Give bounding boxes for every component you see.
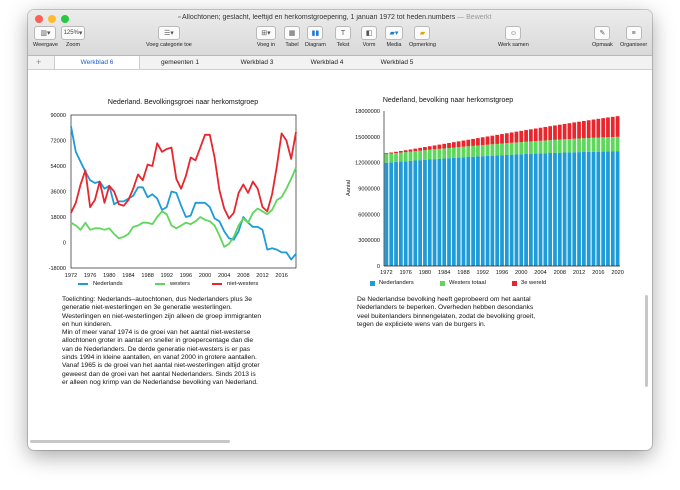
bar-3e-wereld xyxy=(568,123,572,139)
left-text-line: geweest dan de groei van het aantal Nederlanders. Sinds 2013 is xyxy=(62,370,256,378)
bar-nederlanders xyxy=(428,160,432,267)
opmaak-control[interactable] xyxy=(592,26,613,48)
left-text-line: generatie niet-westerlingen en 3e generatie westerlingen. xyxy=(62,304,232,312)
line-chart-title: Nederland. Bevolkingsgroei naar herkomstgroep xyxy=(107,99,259,106)
bar-3e-wereld xyxy=(500,134,504,143)
bar-westers-totaal xyxy=(481,145,485,156)
left-text-line: Min of meer vanaf 1974 is de groei van het aantal niet-westerse xyxy=(62,329,251,337)
bar-nederlanders xyxy=(471,157,475,266)
bar-3e-wereld xyxy=(418,148,422,151)
x-tick-label: 1996 xyxy=(179,273,193,279)
x-tick-label: 2004 xyxy=(534,270,547,276)
x-tick-label: 1980 xyxy=(103,273,116,279)
werksamen-control[interactable] xyxy=(498,26,529,48)
bar-westers-totaal xyxy=(505,143,509,155)
bar-westers-totaal xyxy=(423,150,427,160)
bar-3e-wereld xyxy=(399,151,403,153)
bar-nederlanders xyxy=(423,160,427,266)
x-tick-label: 2008 xyxy=(237,273,250,279)
bar-nederlanders xyxy=(592,152,596,266)
bar-westers-totaal xyxy=(524,142,528,154)
left-text-line: Westerlingen en niet-westerlingen zijn alleen de groep immigranten xyxy=(62,312,262,320)
media-label: Media xyxy=(386,42,402,48)
add-sheet-icon[interactable]: + xyxy=(36,57,42,67)
legend-westers-swatch xyxy=(155,283,165,285)
voegin-control[interactable] xyxy=(256,26,276,48)
y-tick-label: 90000 xyxy=(50,113,66,119)
bar-westers-totaal xyxy=(399,153,403,162)
bar-3e-wereld xyxy=(553,125,557,139)
bar-westers-totaal xyxy=(486,145,490,156)
opmaak-label: Opmaak xyxy=(592,42,613,48)
bar-nederlanders xyxy=(486,156,490,266)
bar-3e-wereld xyxy=(548,126,552,140)
bar-westers-totaal xyxy=(476,145,480,156)
bar-3e-wereld xyxy=(495,135,499,144)
zoom-label: Zoom xyxy=(65,42,81,48)
tab-werkblad-4[interactable]: Werkblad 4 xyxy=(310,59,344,66)
bar-3e-wereld xyxy=(409,149,413,151)
sidebar-icon[interactable]: ▥▾ xyxy=(34,26,56,40)
zoom-value: 125% xyxy=(63,30,79,36)
bar-3e-wereld xyxy=(394,152,398,153)
y-tick-label: 18000000 xyxy=(355,109,380,115)
bar-westers-totaal xyxy=(452,148,456,158)
left-text-line: van de Nederlanders. De derde generatie niet-westers is er pas xyxy=(62,345,251,353)
bar-nederlanders xyxy=(404,161,408,266)
right-explanation xyxy=(357,296,617,329)
legend-3e-wereld xyxy=(512,280,546,286)
legend-nederlands xyxy=(78,281,123,287)
legend-3e-wereld-swatch xyxy=(512,281,517,286)
bar-westers-totaal xyxy=(611,137,615,152)
bar-nederlanders xyxy=(543,153,547,266)
x-tick-label: 1976 xyxy=(399,270,412,276)
bar-nederlanders xyxy=(399,162,403,266)
bar-3e-wereld xyxy=(616,116,620,137)
bar-nederlanders xyxy=(418,160,422,266)
vertical-scrollbar[interactable] xyxy=(645,295,648,387)
right-text-line: Nederlanders te beperken. Overheden hebben desondanks xyxy=(357,304,534,312)
y-tick-label: 3000000 xyxy=(358,238,380,245)
weergave-label: Weergave xyxy=(33,42,58,48)
collaborate-icon[interactable]: ☺ xyxy=(505,26,521,40)
vorm-label: Vorm xyxy=(362,42,376,48)
bar-westers-totaal xyxy=(433,149,437,159)
bar-westers-totaal xyxy=(394,153,398,162)
left-text-line: allochtonen groter in aantal en sneller in groepercentage dan die xyxy=(62,337,254,345)
bar-3e-wereld xyxy=(389,153,393,154)
bar-3e-wereld xyxy=(457,141,461,147)
categorie-control[interactable] xyxy=(146,26,192,48)
bar-westers-totaal xyxy=(596,138,600,152)
left-explanation xyxy=(62,296,322,387)
bar-chart[interactable] xyxy=(308,70,648,300)
bar-nederlanders xyxy=(385,163,389,266)
shape-icon[interactable]: ◧ xyxy=(361,26,377,40)
table-icon[interactable]: ▦ xyxy=(284,26,300,40)
bar-3e-wereld xyxy=(534,129,538,142)
bar-3e-wereld xyxy=(539,128,543,141)
zoom-select[interactable] xyxy=(61,26,85,40)
legend-westers-totaal xyxy=(440,280,486,286)
bar-nederlanders xyxy=(596,152,600,266)
comment-icon[interactable]: ▰ xyxy=(414,26,430,40)
y-axis-label: Aantal xyxy=(346,180,352,196)
chevron-down-icon: ▾ xyxy=(78,29,83,37)
organiseer-control[interactable] xyxy=(620,26,647,48)
insert-icon[interactable]: ⊞▾ xyxy=(256,26,276,40)
bar-westers-totaal xyxy=(539,141,543,154)
x-tick-label: 2008 xyxy=(553,270,567,276)
bar-3e-wereld xyxy=(481,137,485,145)
bar-westers-totaal xyxy=(558,140,562,153)
bar-westers-totaal xyxy=(428,150,432,160)
left-text-line: sinds 1994 in kleine aantallen, en vanaf 2000 in grotere aantallen. xyxy=(62,354,257,362)
x-tick-label: 2004 xyxy=(217,273,231,279)
legend-niet-westers xyxy=(212,281,258,287)
y-tick-label: 12000000 xyxy=(355,160,380,167)
bar-westers-totaal xyxy=(563,139,567,152)
x-tick-label: 1988 xyxy=(457,270,470,276)
bar-3e-wereld xyxy=(601,118,605,137)
bar-nederlanders xyxy=(433,159,437,266)
opmerking-label: Opmerking xyxy=(409,42,436,48)
bar-3e-wereld xyxy=(524,130,528,142)
bar-nederlanders xyxy=(577,152,581,266)
bar-nederlanders xyxy=(606,152,610,266)
tab-gemeenten-1[interactable]: gemeenten 1 xyxy=(161,59,199,66)
line-chart[interactable] xyxy=(28,70,328,300)
bar-nederlanders xyxy=(587,152,591,266)
bar-3e-wereld xyxy=(462,141,466,147)
legend-niet-westers-label: niet-westers xyxy=(227,281,259,287)
bar-nederlanders xyxy=(490,156,494,266)
left-text-line: en hun kinderen. xyxy=(62,320,112,328)
right-text-line: De Nederlandse bevolking heeft geprobeerd om het aantal xyxy=(357,296,531,303)
list-icon[interactable]: ☰▾ xyxy=(158,26,180,40)
organiseer-label: Organiseer xyxy=(620,42,648,48)
bar-3e-wereld xyxy=(592,120,596,138)
bar-westers-totaal xyxy=(553,140,557,153)
bar-nederlanders xyxy=(505,155,509,266)
y-tick-label: 15000000 xyxy=(355,134,380,141)
bar-westers-totaal xyxy=(409,152,413,161)
bar-nederlanders xyxy=(582,152,586,266)
media-icon[interactable]: ▰▾ xyxy=(385,26,403,40)
bar-nederlanders xyxy=(529,154,533,266)
y-tick-label: 0 xyxy=(376,264,380,270)
bar-3e-wereld xyxy=(572,122,576,138)
bar-westers-totaal xyxy=(543,140,547,153)
bar-nederlanders xyxy=(500,155,504,266)
bar-westers-totaal xyxy=(442,148,446,158)
bar-3e-wereld xyxy=(486,136,490,144)
document-icon: ▫ xyxy=(178,14,183,21)
bar-3e-wereld xyxy=(471,139,475,146)
bar-nederlanders xyxy=(438,159,442,266)
tab-werkblad-3[interactable]: Werkblad 3 xyxy=(240,59,274,66)
bar-nederlanders xyxy=(558,153,562,266)
y-tick-label: 18000 xyxy=(50,215,66,221)
sheet-tabs xyxy=(28,56,652,70)
bar-westers-totaal xyxy=(577,138,581,152)
bar-nederlanders xyxy=(476,156,480,266)
bar-3e-wereld xyxy=(413,149,417,151)
left-text-line: Vanaf 1965 is de groei van het aantal niet-westerlingen altijd groter xyxy=(62,362,260,370)
x-tick-label: 1976 xyxy=(83,273,97,279)
legend-nederlanders xyxy=(370,280,414,286)
tekst-label: Tekst xyxy=(336,42,350,48)
bar-westers-totaal xyxy=(519,142,523,154)
chart-icon[interactable]: ▮▮ xyxy=(307,26,323,40)
numbers-window xyxy=(28,10,652,450)
y-tick-label: 54000 xyxy=(50,164,66,170)
bar-3e-wereld xyxy=(438,145,442,149)
legend-nederlands-label: Nederlands xyxy=(93,281,123,287)
bar-nederlanders xyxy=(548,153,552,266)
bar-3e-wereld xyxy=(385,153,389,154)
left-text-line: Toelichting: Nederlands–autochtonen, dus Nederlanders plus 3e xyxy=(62,296,252,303)
diagram-label: Diagram xyxy=(305,42,326,48)
legend-westers-totaal-swatch xyxy=(440,281,445,286)
right-text-line: veel buitenlanders binnengelaten, zodat de bevolking groeit, xyxy=(357,312,536,320)
x-tick-label: 1972 xyxy=(380,270,393,276)
diagram-control[interactable] xyxy=(305,26,326,48)
bar-3e-wereld xyxy=(563,124,567,139)
left-text-line: er alleen nog krimp van de Nederlandse bevolking van Nederland. xyxy=(62,378,258,386)
bar-3e-wereld xyxy=(596,119,600,138)
bar-nederlanders xyxy=(616,151,620,266)
voegin-label: Voeg in xyxy=(256,42,276,48)
zoom-control[interactable] xyxy=(61,26,85,48)
series-line-niet-westers xyxy=(71,132,296,218)
x-tick-label: 2000 xyxy=(198,273,212,279)
bar-westers-totaal xyxy=(404,152,408,161)
bar-westers-totaal xyxy=(510,143,514,155)
bar-3e-wereld xyxy=(611,117,615,137)
y-tick-label: 72000 xyxy=(50,138,66,145)
bar-3e-wereld xyxy=(433,145,437,149)
y-tick-label: 36000 xyxy=(50,189,66,196)
bar-westers-totaal xyxy=(466,146,470,157)
bar-nederlanders xyxy=(452,158,456,266)
tabel-label: Tabel xyxy=(285,42,299,48)
legend-westers-totaal-label: Westers totaal xyxy=(449,280,486,286)
bar-3e-wereld xyxy=(519,131,523,142)
bar-3e-wereld xyxy=(490,136,494,145)
bar-westers-totaal xyxy=(385,154,389,163)
bar-nederlanders xyxy=(539,153,543,266)
x-tick-label: 2016 xyxy=(592,270,605,276)
bar-3e-wereld xyxy=(587,120,591,138)
vorm-control[interactable] xyxy=(361,26,377,48)
legend-westers xyxy=(155,281,190,287)
bar-3e-wereld xyxy=(476,138,480,145)
plot-frame xyxy=(71,115,296,268)
bar-3e-wereld xyxy=(606,117,610,137)
legend-nederlanders-swatch xyxy=(370,281,375,286)
weergave-control[interactable] xyxy=(33,26,58,48)
bar-nederlanders xyxy=(611,152,615,267)
bar-nederlanders xyxy=(389,162,393,266)
categorie-label: Voeg categorie toe xyxy=(146,42,192,48)
bar-3e-wereld xyxy=(558,125,562,140)
bar-westers-totaal xyxy=(413,151,417,160)
x-tick-label: 1988 xyxy=(141,273,154,279)
bar-westers-totaal xyxy=(457,147,461,157)
bar-westers-totaal xyxy=(529,141,533,153)
tekst-control[interactable] xyxy=(335,26,351,48)
bar-nederlanders xyxy=(442,159,446,266)
bar-westers-totaal xyxy=(572,139,576,153)
bar-nederlanders xyxy=(495,155,499,266)
bar-westers-totaal xyxy=(462,147,466,158)
bar-westers-totaal xyxy=(606,137,610,151)
x-tick-label: 1984 xyxy=(437,270,451,276)
x-tick-label: 2016 xyxy=(275,273,288,279)
x-tick-label: 1996 xyxy=(495,270,509,276)
bar-westers-totaal xyxy=(515,142,519,154)
x-tick-label: 2012 xyxy=(256,273,269,279)
bar-3e-wereld xyxy=(404,150,408,152)
window-title xyxy=(178,14,558,21)
window-title-text: Allochtonen; geslacht, leeftijd en herkomstgroepering, 1 januari 1972 tot heden.numbers xyxy=(182,14,456,21)
legend-nederlanders-label: Nederlanders xyxy=(379,280,414,286)
x-tick-label: 1992 xyxy=(476,270,489,276)
bar-3e-wereld xyxy=(505,133,509,143)
tabel-control[interactable] xyxy=(284,26,300,48)
x-tick-label: 1984 xyxy=(122,273,135,279)
bar-nederlanders xyxy=(394,162,398,266)
bar-westers-totaal xyxy=(389,154,393,163)
traffic-lights xyxy=(35,15,69,23)
maximize-button[interactable] xyxy=(61,15,69,23)
bar-3e-wereld xyxy=(577,122,581,139)
close-button[interactable] xyxy=(35,15,43,23)
bar-westers-totaal xyxy=(500,144,504,156)
werksamen-label: Werk samen xyxy=(498,42,529,48)
bar-nederlanders xyxy=(524,154,528,266)
y-tick-label: 6000000 xyxy=(358,212,380,219)
bar-nederlanders xyxy=(568,152,572,266)
bar-nederlanders xyxy=(510,155,514,266)
x-tick-label: 1992 xyxy=(160,273,173,279)
bar-westers-totaal xyxy=(568,139,572,152)
bar-3e-wereld xyxy=(510,132,514,142)
organize-icon[interactable]: ≡ xyxy=(626,26,642,40)
tab-werkblad-6[interactable]: Werkblad 6 xyxy=(54,56,140,69)
bar-nederlanders xyxy=(519,154,523,266)
sheet-canvas xyxy=(28,70,652,438)
bar-nederlanders xyxy=(413,161,417,266)
minimize-button[interactable] xyxy=(48,15,56,23)
bar-nederlanders xyxy=(563,153,567,266)
bar-westers-totaal xyxy=(592,138,596,152)
bar-3e-wereld xyxy=(447,143,451,148)
bar-3e-wereld xyxy=(515,132,519,143)
x-tick-label: 1972 xyxy=(64,273,78,279)
bar-nederlanders xyxy=(601,152,605,266)
bar-nederlanders xyxy=(534,154,538,266)
x-tick-label: 2012 xyxy=(572,270,586,276)
x-tick-label: 2000 xyxy=(515,270,528,276)
bar-3e-wereld xyxy=(423,147,427,150)
legend-niet-westers-swatch xyxy=(212,283,222,285)
bar-westers-totaal xyxy=(495,144,499,156)
bar-3e-wereld xyxy=(466,140,470,147)
bar-westers-totaal xyxy=(447,148,451,158)
legend-nederlands-swatch xyxy=(78,283,88,285)
legend-westers-label: westers xyxy=(170,281,190,287)
bar-3e-wereld xyxy=(543,127,547,140)
bar-nederlanders xyxy=(409,161,413,266)
media-control[interactable] xyxy=(385,26,403,48)
bar-nederlanders xyxy=(553,153,557,266)
bar-3e-wereld xyxy=(582,121,586,138)
bar-westers-totaal xyxy=(471,146,475,157)
bar-3e-wereld xyxy=(529,129,533,141)
bar-3e-wereld xyxy=(442,144,446,149)
bar-nederlanders xyxy=(447,158,451,266)
y-tick-label: -18000 xyxy=(48,266,66,272)
tab-werkblad-5[interactable]: Werkblad 5 xyxy=(380,59,414,66)
bar-westers-totaal xyxy=(582,138,586,152)
bar-nederlanders xyxy=(572,152,576,266)
titlebar xyxy=(28,10,652,56)
bar-nederlanders xyxy=(515,154,519,266)
horizontal-scrollbar[interactable] xyxy=(30,440,230,443)
bar-westers-totaal xyxy=(418,151,422,160)
bar-westers-totaal xyxy=(438,149,442,159)
y-tick-label: 0 xyxy=(62,240,66,247)
bar-nederlanders xyxy=(466,157,470,266)
bar-nederlanders xyxy=(462,157,466,266)
bar-westers-totaal xyxy=(587,138,591,152)
edited-status: — Bewerkt xyxy=(457,14,492,21)
legend-3e-wereld-label: 3e wereld xyxy=(521,280,547,286)
bar-westers-totaal xyxy=(601,137,605,151)
x-tick-label: 1980 xyxy=(418,270,432,276)
bar-3e-wereld xyxy=(428,146,432,150)
text-icon[interactable]: T xyxy=(335,26,351,40)
opmerking-control[interactable] xyxy=(409,26,436,48)
y-tick-label: 9000000 xyxy=(358,186,380,193)
bar-nederlanders xyxy=(481,156,485,266)
bar-chart-title: Nederland, bevolking naar herkomstgroep xyxy=(382,97,514,104)
bar-westers-totaal xyxy=(534,141,538,154)
series-line-nederlands xyxy=(71,126,296,259)
bar-3e-wereld xyxy=(452,142,456,147)
bar-westers-totaal xyxy=(616,137,620,152)
bar-nederlanders xyxy=(457,158,461,266)
bar-westers-totaal xyxy=(490,144,494,155)
right-text-line: tegen de expliciete wens van de burgers in. xyxy=(357,320,486,328)
bar-westers-totaal xyxy=(548,140,552,153)
x-tick-label: 2020 xyxy=(611,270,624,276)
format-brush-icon[interactable]: ✎ xyxy=(594,26,610,40)
